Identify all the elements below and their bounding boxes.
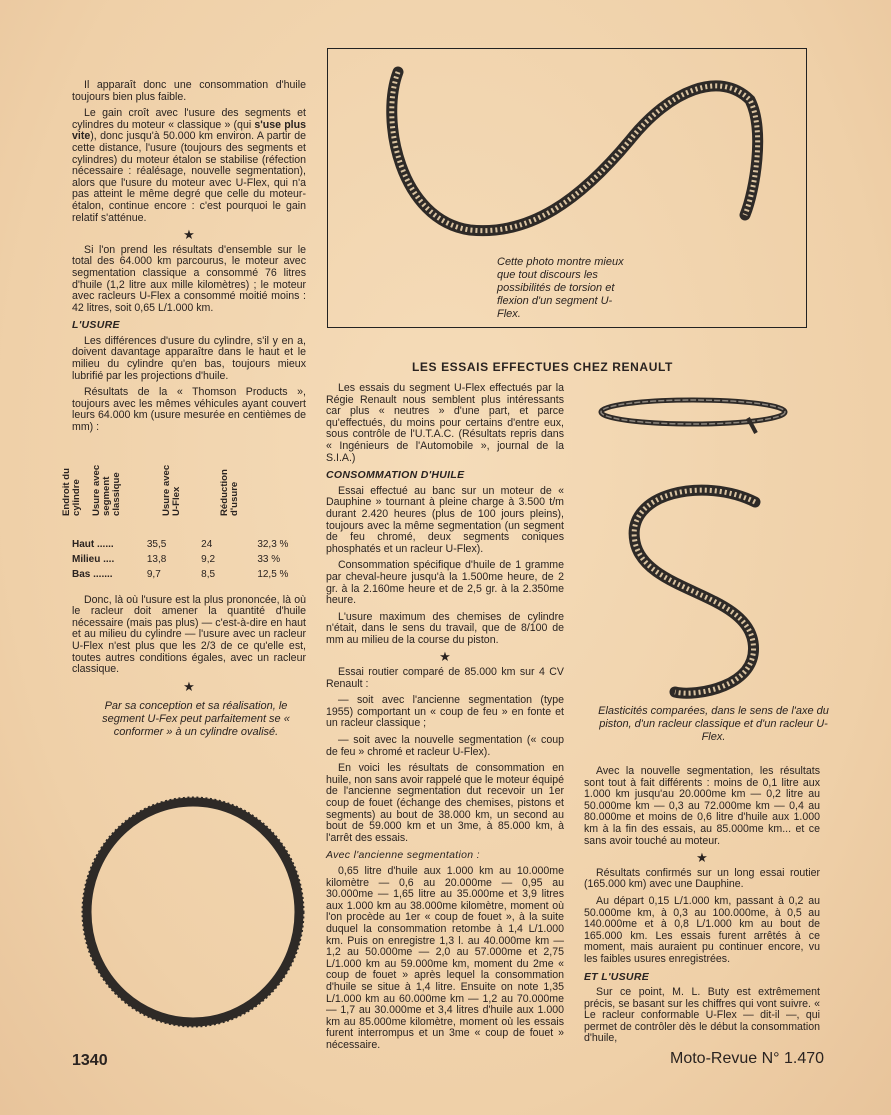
u-flex-segment-s-photo	[380, 60, 780, 260]
paragraph: Il apparaît donc une consommation d'huile toujours bien plus faible.	[72, 79, 306, 103]
column-header: Réduction d'usure	[219, 468, 240, 516]
paragraph: Résultats confirmés sur un long essai routier (165.000 km) avec une Dauphine.	[584, 866, 820, 891]
right-column	[584, 766, 820, 1050]
illustration-caption-right: Elasticités comparées, dans le sens de l'axe du piston, d'un racleur classique et d'un racleur U-Flex.	[598, 705, 829, 743]
left-column	[61, 79, 306, 696]
star-separator: ★	[696, 850, 708, 866]
star-separator: ★	[183, 227, 195, 243]
table-row: Haut ...... 35,5 24 32,3 %	[72, 539, 289, 551]
star-separator: ★	[439, 649, 451, 665]
paragraph: Résultats de la « Thomson Products », toujours avec les mêmes véhicules ayant couvert leurs 64.000 km (usure mesurée en centièmes de mm) :	[72, 386, 306, 434]
u-flex-ring-oval-illustration	[80, 790, 310, 1040]
classic-scraper-ring-illustration	[598, 388, 798, 438]
table-row: Milieu .... 13,8 9,2 33 %	[72, 554, 281, 566]
paragraph: Si l'on prend les résultats d'ensemble sur le total des 64.000 km parcourus, le moteur avec segmentation classique a consommé 76 litres d'huile (1,2 litre aux mille kilomètres) ; le moteur avec racleurs U-Flex a consommé moitié moins : 42 litres, soit 0,65 L/1.000 km.	[72, 243, 306, 314]
paragraph: Les différences d'usure du cylindre, s'il y en a, doivent davantage apparaître dans le haut et le milieu du cylindre qu'en bas, toujours mieux lubrifié par les projections d'huile.	[72, 334, 306, 382]
paragraph: — soit avec l'ancienne segmentation (type 1955) comportant un « coup de feu » en fonte et un racleur classique ;	[326, 694, 564, 730]
table-row: Bas ....... 9,7 8,5 12,5 %	[72, 569, 289, 581]
paragraph: Essai effectué au banc sur un moteur de « Dauphine » tournant à pleine charge à 3.500 t/m durant 2.420 heures (plus de 100 jours pleins), toujours avec la même segmentation (un segment de feu chromé, deux segments coniques phosphatés et un racleur U-Flex).	[326, 484, 564, 555]
photo-caption-top: Cette photo montre mieux que tout discours les possibilités de torsion et flexion d'un segment U-Flex.	[497, 256, 624, 320]
star-separator: ★	[183, 678, 195, 694]
middle-column	[326, 383, 564, 1056]
subheading: Avec l'ancienne segmentation :	[326, 849, 480, 862]
paragraph: Donc, là où l'usure est la plus prononcée, là où le racleur doit amener la quantité d'huile nécessaire (mais pas plus) — c'est-à-dire en haut et au milieu du cylindre — l'usure avec un racleur U-Flex n'est plus que les 2/3 de ce qu'elle est, toutes autres conditions égales, avec un racleur classique.	[72, 593, 306, 676]
paragraph: Au départ 0,15 L/1.000 km, passant à 0,2 au 50.000me km, à 0,3 au 100.000me, à 0,5 au 140.000me et à 0,8 L/1.000 km au bout de 165.000 km. Les essais furent arrêtés à ce moment, mais auraient pu continuer encore, vu les faibles usures enregistrées.	[584, 894, 820, 965]
u-flex-ring-s-illustration	[615, 482, 775, 702]
magazine-issue: Moto-Revue N° 1.470	[670, 1050, 825, 1067]
subheading: ET L'USURE	[584, 970, 650, 983]
wear-table	[61, 440, 306, 583]
column-header: Usure avec U-Flex	[161, 464, 182, 516]
section-title: LES ESSAIS EFFECTUES CHEZ RENAULT	[412, 360, 673, 374]
illustration-caption-left: Par sa conception et sa réalisation, le segment U-Fex peut parfaitement se « conformer » à un cylindre ovalisé.	[102, 700, 290, 738]
paragraph: Avec la nouvelle segmentation, les résultats sont tout à fait différents : moins de 0,1 litre aux 1.000 km jusqu'au 20.000me km — 0,2 litre au 50.000me km — 0,3 au 72.000me km — 0,4 au 80.000me et moins de 0,6 litre d'huile aux 1.000 km à la fin des essais, au 85.000me km... et ce sans avoir touché au moteur.	[584, 765, 820, 847]
paragraph: Essai routier comparé de 85.000 km sur 4 CV Renault :	[326, 666, 564, 690]
paragraph: Sur ce point, M. L. Buty est extrêmement précis, se basant sur les chiffres qui vont suivre. « Le racleur conformable U-Flex — dit-il —, qui permet de contrôler dès le début la consommation d'huile,	[584, 986, 820, 1045]
paragraph: L'usure maximum des chemises de cylindre n'était, dans le sens du travail, que de 8/100 de mm au milieu de la course du piston.	[326, 610, 564, 646]
subheading: CONSOMMATION D'HUILE	[326, 469, 465, 482]
paragraph: 0,65 litre d'huile aux 1.000 km au 10.000me kilomètre — 0,6 au 20.000me — 0,95 au 30.000me — 1,65 litre au 35.000me et 3,9 litres aux 1.000 km au 38.000me kilomètre, moment où l'on procède au 1er « coup de fouet », à la suite duquel la consommation retombe à 1,4 L/1.000 km. Puis on enregistre 1,3 l. au 40.000me km — 1,2 au 50.000me — 2,0 au 57.000me et 2,75 L/1.000 km au 59.000me km, moment du 2me « coup de fouet » après lequel la consommation d'huile se situe à 1,4 litre. Ensuite on note 1,35 L/1.000 km au 60.000me km — 1,2 au 70.000me — 1,7 au 30.000me et 3,4 litres d'huile aux 1.000 km au 85.000me kilomètre, moment où les essais furent interrompus et un 3me « coup de fouet » nécessaire.	[326, 864, 564, 1051]
column-header: Endroit du cylindre	[61, 467, 82, 516]
page-number: 1340	[72, 1052, 108, 1069]
paragraph: — soit avec la nouvelle segmentation (« coup de feu » chromé et racleur U-Flex).	[326, 734, 564, 758]
paragraph: Les essais du segment U-Flex effectués par la Régie Renault nous semblent plus intéressants car plus « neutres » d'une part, et parce qu'effectués, du moins pour certains d'entre eux, sous contrôle de l'U.T.A.C. (Résultats repris dans « Ingénieurs de l'Automobile », journal de la S.I.A.)	[326, 382, 564, 464]
column-header: Usure avec segment classique	[91, 464, 122, 516]
paragraph: En voici les résultats de consommation en huile, non sans avoir rappelé que le moteur équipé de l'ancienne segmentation dut recevoir un 1er coup de fouet (échange des chemises, pistons et segments) au bout de 38.000 km, un second au bout de 59.000 km et un 3me, à 85.000 km, à l'arrêt des essais.	[326, 762, 564, 844]
paragraph: Le gain croît avec l'usure des segments et cylindres du moteur « classique » (qui s'use plus vite), donc jusqu'à 50.000 km environ. A partir de cette distance, l'usure (toujours des segments et cylindres) du moteur étalon se stabilise (réfection nécessaire : réalésage, nouvelle segmentation), alors que l'usure du moteur avec U-Flex, qui n'a pas atteint le même degré que celle du moteur-étalon, continue encore : c'est pourquoi le gain relatif s'atténue.	[72, 107, 306, 224]
paragraph: Consommation spécifique d'huile de 1 gramme par cheval-heure jusqu'à la 1.500me heure, de 2 gr. à la 2.160me heure et de 2,5 gr. à la 2.350me heure.	[326, 559, 564, 607]
subheading: L'USURE	[72, 319, 120, 332]
table-header	[61, 440, 306, 520]
